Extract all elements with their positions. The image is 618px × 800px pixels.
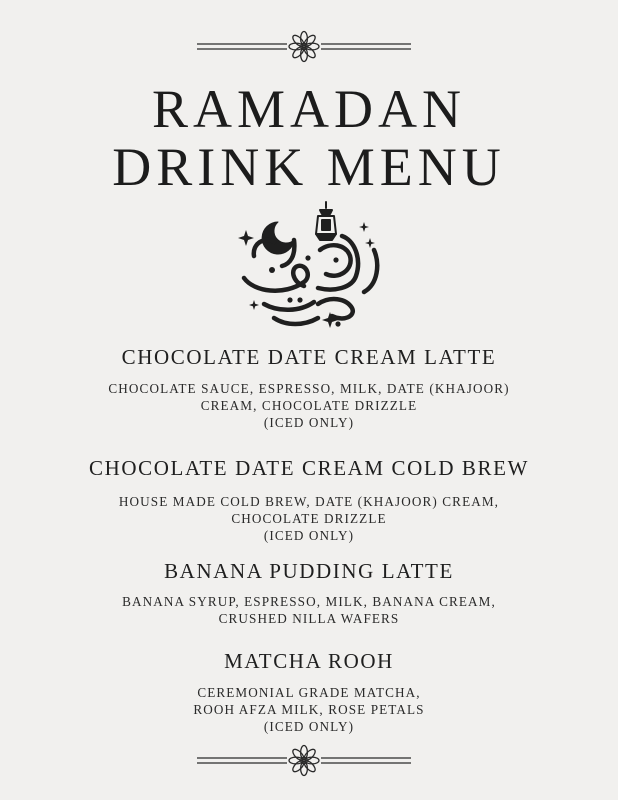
menu-item-description-line: (ICED ONLY): [263, 415, 355, 430]
flower-divider-icon: [195, 744, 413, 778]
menu-item-description-line: CHOCOLATE DRIZZLE: [231, 511, 387, 526]
menu-item-description-line: (ICED ONLY): [263, 719, 355, 734]
ramadan-kareem-calligraphy-icon: [234, 200, 394, 334]
menu-item-name: BANANA PUDDING LATTE: [164, 559, 454, 583]
menu-item-name: MATCHA ROOH: [224, 649, 394, 673]
menu-item-description-line: BANANA SYRUP, ESPRESSO, MILK, BANANA CREAM,: [122, 594, 496, 609]
menu-item-name: CHOCOLATE DATE CREAM LATTE: [121, 345, 497, 369]
menu-item-description: [0, 684, 618, 735]
menu-title-line1: RAMADAN: [151, 79, 467, 139]
menu-item-description-line: HOUSE MADE COLD BREW, DATE (KHAJOOR) CREAM,: [118, 494, 500, 509]
menu-item-description-line: ROOH AFZA MILK, ROSE PETALS: [193, 702, 425, 717]
menu-title-line2: DRINK MENU: [112, 137, 506, 197]
menu-item-description-line: CEREMONIAL GRADE MATCHA,: [197, 685, 421, 700]
menu-item-description-line: (ICED ONLY): [263, 528, 355, 543]
menu-item-description: [0, 593, 618, 627]
menu-item-name: CHOCOLATE DATE CREAM COLD BREW: [89, 456, 529, 480]
menu-item-description: [0, 380, 618, 431]
menu-item-description: [0, 493, 618, 544]
menu-item-description-line: CREAM, CHOCOLATE DRIZZLE: [200, 398, 418, 413]
menu-item-description-line: CRUSHED NILLA WAFERS: [218, 611, 400, 626]
menu-item-description-line: CHOCOLATE SAUCE, ESPRESSO, MILK, DATE (KHAJOOR): [108, 381, 510, 396]
flower-divider-icon: [195, 30, 413, 64]
